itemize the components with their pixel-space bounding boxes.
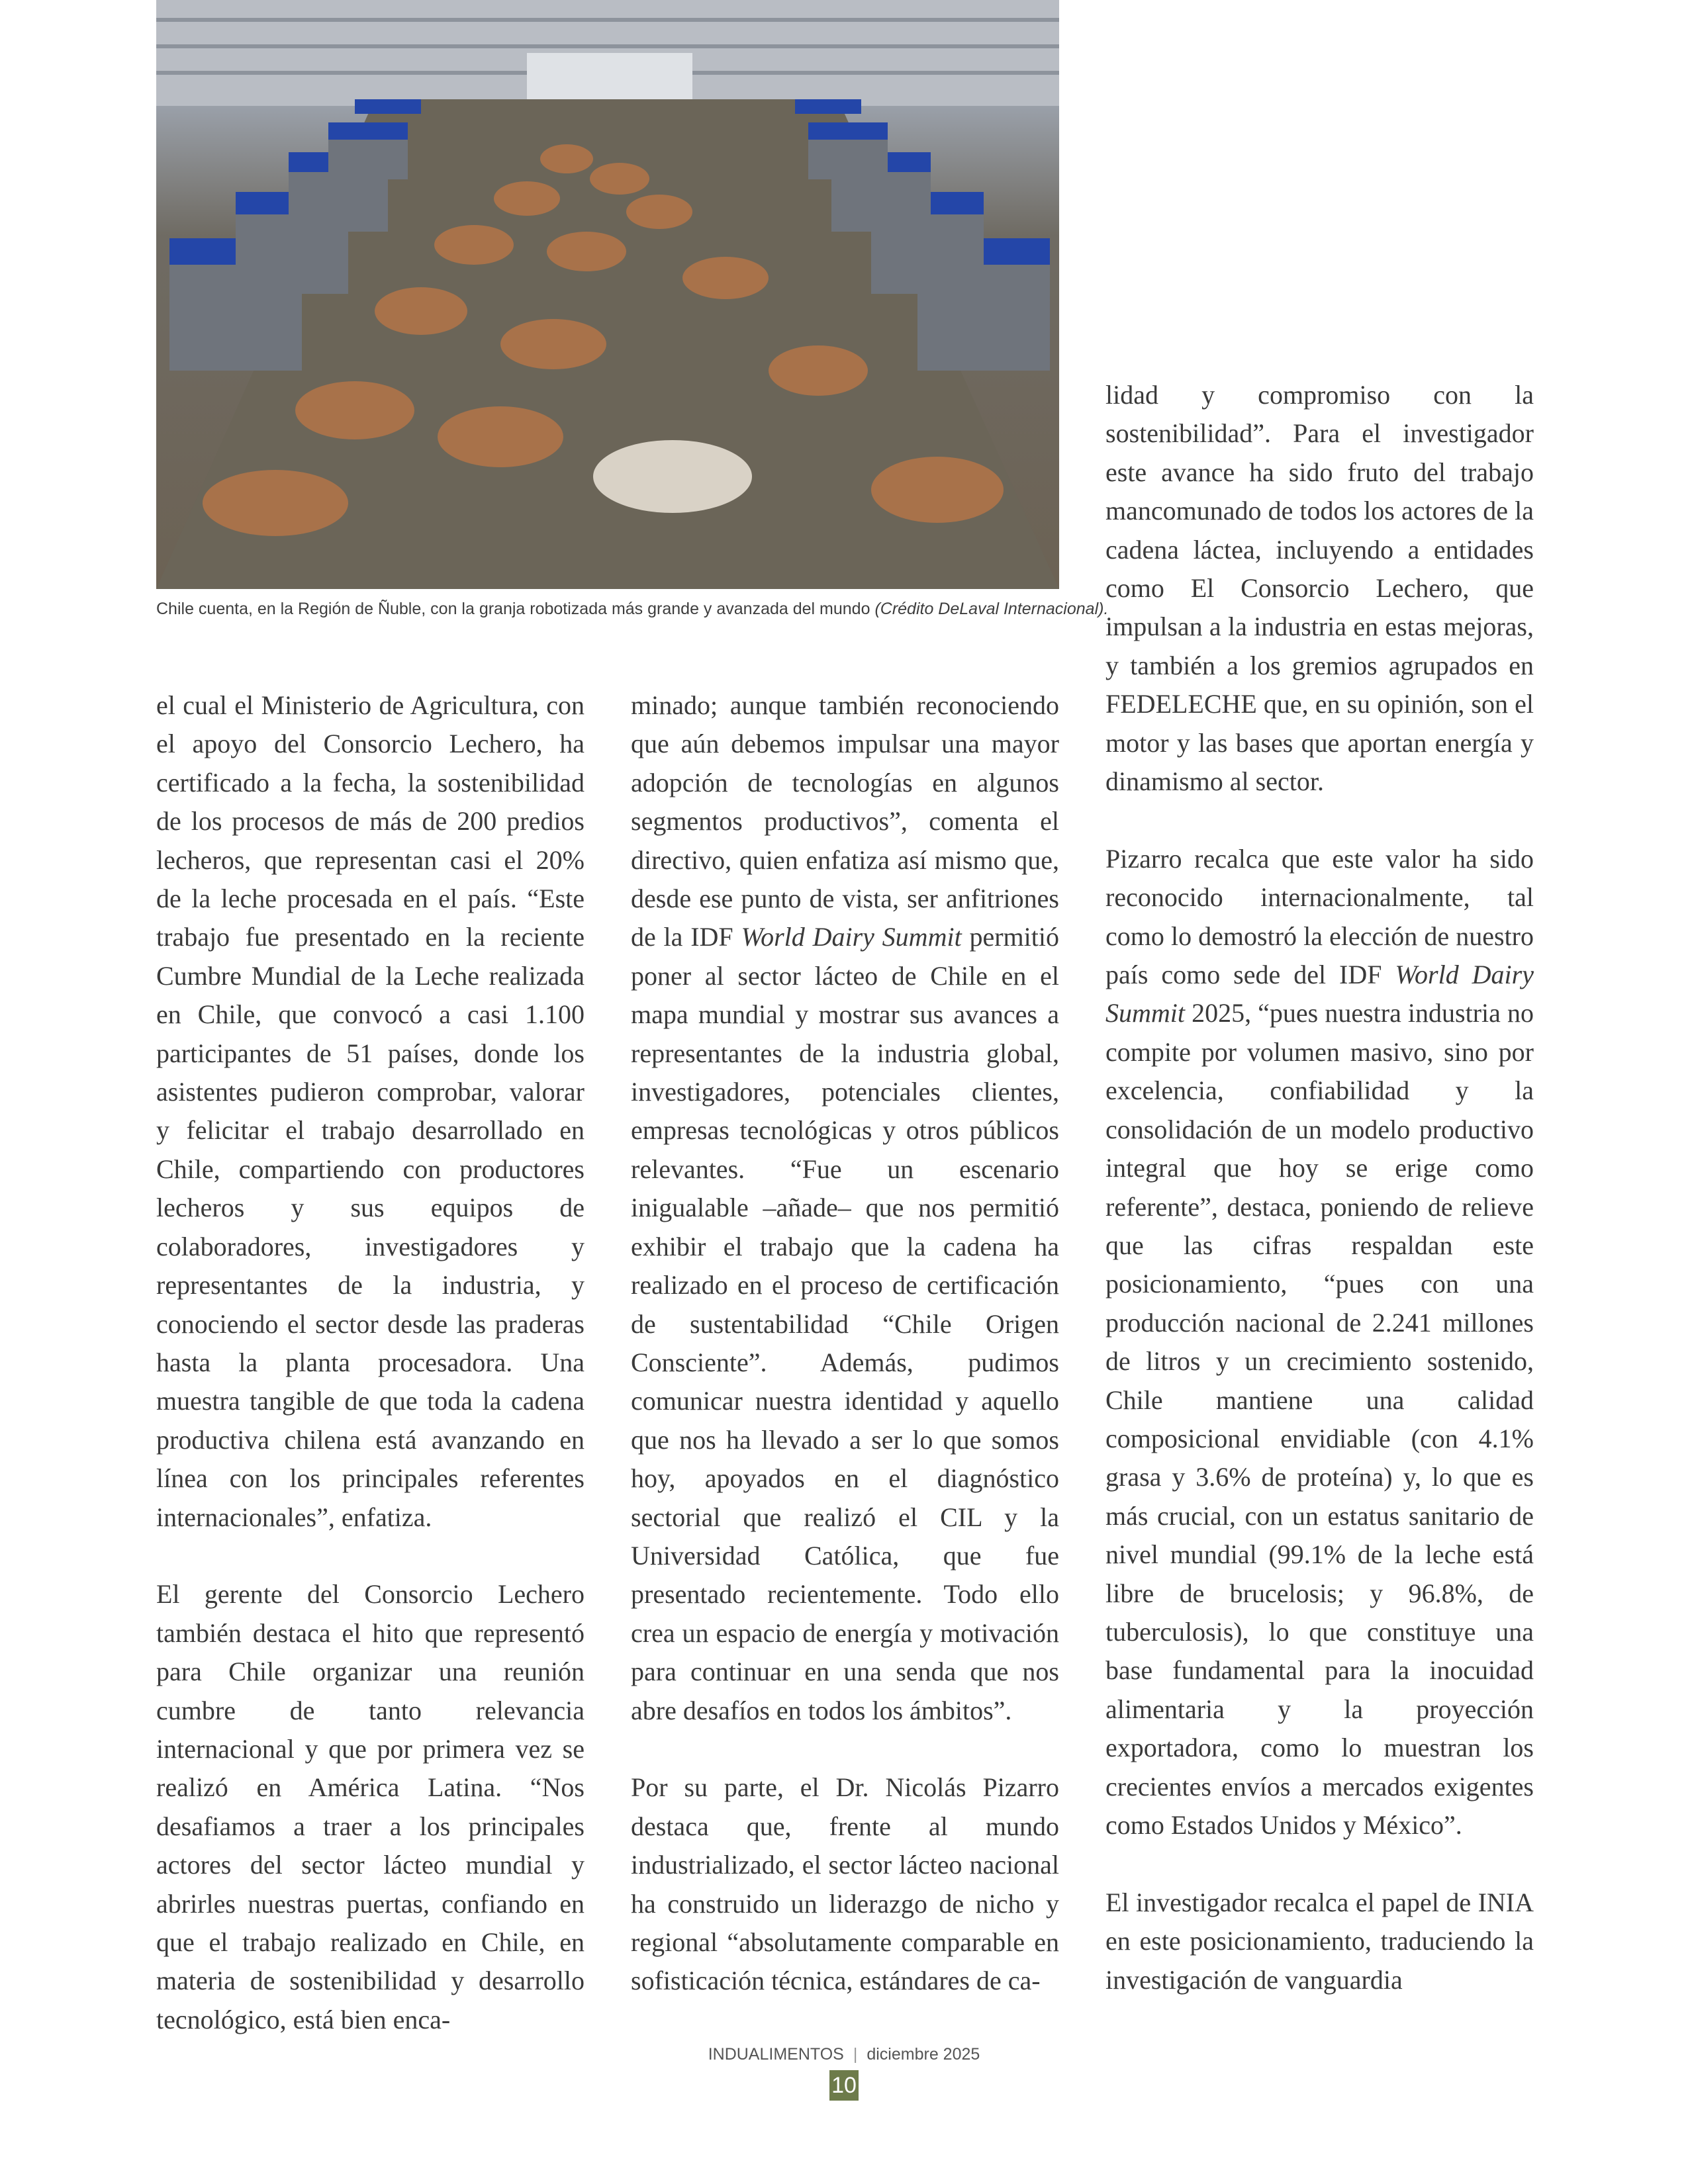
issue-date: diciembre 2025 — [867, 2045, 980, 2064]
paragraph: minado; aunque también reconociendo que aún debemos impulsar una mayor adopción de tecnologías en algunos segmentos productivos”, comenta el directivo, quien enfatiza así mismo que, desde ese punto de vista, ser anfitriones de la IDF World Dairy Summit permitió poner al sector lácteo de Chile en el mapa mundial y mostrar sus avances a representantes de la industria global, investigadores, potenciales clientes, empresas tecnológicas y otros públicos relevantes. “Fue un escenario inigualable –añade– que nos permitió exhibir el trabajo que la cadena ha realizado en el proceso de certificación de sustentabilidad “Chile Origen Consciente”. Además, pudimos comunicar nuestra identidad y aquello que nos ha llevado a ser lo que somos hoy, apoyados en el diagnóstico sectorial que realizó el CIL y la Universidad Católica, que fue presentado recientemente. Todo ello crea un espacio de energía y motivación para continuar en una senda que nos abre desafíos en todos los ámbitos”. — [631, 690, 1060, 1725]
page-footer — [0, 2045, 1688, 2064]
paragraph: Pizarro recalca que este valor ha sido reconocido internacionalmente, tal como lo demostró la elección de nuestro país como sede del IDF World Dairy Summit 2025, “pues nuestra industria no compite por volumen masivo, sino por excelencia, confiabilidad y la consolidación de un modelo productivo integral que hoy se erige como referente”, destaca, poniendo de relieve que las cifras respaldan este posicionamiento, “pues con una producción nacional de 2.241 millones de litros y un crecimiento sostenido, Chile mantiene una calidad composicional envidiable (con 4.1% grasa y 3.6% de proteína) y, lo que es más crucial, con un estatus sanitario de nivel mundial (99.1% de la leche está libre de brucelosis; y 96.8%, de tuberculosis), lo que constituye una base fundamental para la inocuidad alimentaria y la proyección exportadora, como lo muestran los crecientes envíos a mercados exigentes como Estados Unidos y México”. — [1105, 843, 1534, 1841]
paragraph: El investigador recalca el papel de INIA en este posicionamiento, traduciendo la investigación de vanguardia — [1105, 1887, 1534, 1995]
caption-text: Chile cuenta, en la Región de Ñuble, con la granja robotizada más grande y avanzada del mundo — [156, 600, 875, 618]
cows-in-barn-image — [156, 0, 1059, 589]
publication-name: INDUALIMENTOS — [708, 2045, 844, 2064]
paragraph: lidad y compromiso con la sostenibilidad”. Para el investigador este avance ha sido fruto del trabajo mancomunado de todos los actores de la cadena láctea, incluyendo a entidades como El Consorcio Lechero, que impulsan a la industria en estas mejoras, y también a los gremios agrupados en FEDELECHE que, en su opinión, son el motor y las bases que aportan energía y dinamismo al sector. — [1105, 380, 1534, 797]
paragraph: Por su parte, el Dr. Nicolás Pizarro destaca que, frente al mundo industrializado, el sector lácteo nacional ha construido un liderazgo de nicho y regional “absolutamente comparable en sofisticación técnica, estándares de ca- — [631, 1772, 1059, 1996]
caption-credit: (Crédito DeLaval Internacional). — [874, 600, 1109, 618]
paragraph: el cual el Ministerio de Agricultura, con el apoyo del Consorcio Lechero, ha certificado a la fecha, la sostenibilidad de los procesos de más de 200 predios lecheros, que representan casi el 20% de la leche procesada en el país. “Este trabajo fue presentado en la reciente Cumbre Mundial de la Leche realizada en Chile, que convocó a casi 1.100 participantes de 51 países, donde los asistentes pudieron comprobar, valorar y felicitar el trabajo desarrollado en Chile, compartiendo con productores lecheros y sus equipos de colaboradores, investigadores y representantes de la industria, y conociendo el sector desde las praderas hasta la planta procesadora. Una muestra tangible de que toda la cadena productiva chilena está avanzando en línea con los principales referentes internacionales”, enfatiza. — [156, 690, 585, 1532]
article-column-1 — [156, 686, 585, 2039]
photo-caption — [156, 596, 1109, 622]
page-number: 10 — [829, 2070, 859, 2101]
article-column-2 — [631, 686, 1059, 2001]
milking-barn-photo — [156, 0, 1059, 589]
footer-separator: | — [853, 2045, 858, 2064]
paragraph: El gerente del Consorcio Lechero también destaca el hito que representó para Chile organizar una reunión cumbre de tanto relevancia internacional y que por primera vez se realizó en América Latina. “Nos desafiamos a traer a los principales actores del sector lácteo mundial y abrirles nuestras puertas, confiando en que el trabajo realizado en Chile, en materia de sostenibilidad y desarrollo tecnológico, está bien enca- — [156, 1579, 585, 2034]
article-column-3 — [1105, 376, 1534, 1999]
